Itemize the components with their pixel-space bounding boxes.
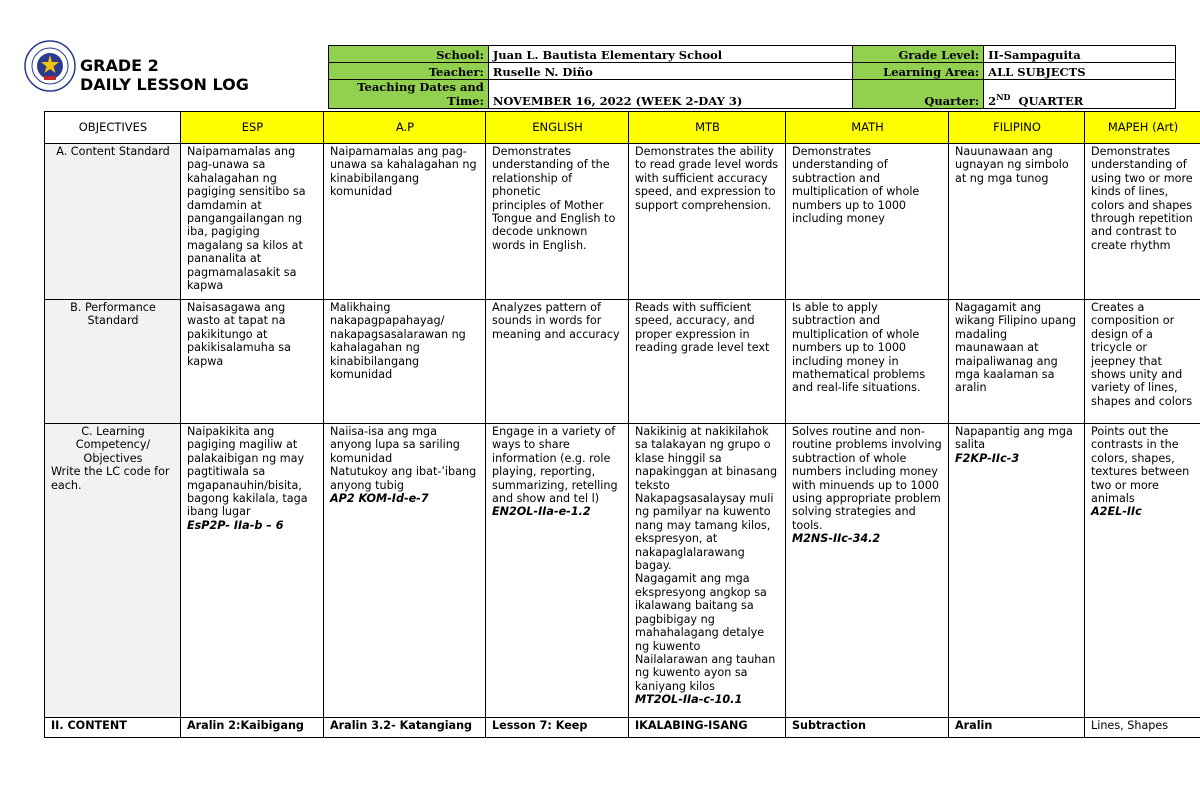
content-standard-label: A. Content Standard [45, 144, 181, 300]
performance-standard-math: Is able to apply subtraction and multiplication of whole numbers up to 1000 including money in mathematical problems and real-life situations. [786, 300, 949, 424]
header-info-table [328, 45, 1176, 109]
learning-competency-filipino [949, 424, 1085, 718]
content-standard-math: Demonstrates understanding of subtraction and multiplication of whole numbers up to 1000 including money [786, 144, 949, 300]
log-title: DAILY LESSON LOG [80, 75, 249, 94]
lc-esp-code: EsP2P- IIa-b – 6 [187, 518, 284, 532]
lc-english-text: Engage in a variety of ways to share information (e.g. role playing, reporting, summarizing, retelling and show and tel l) [492, 425, 618, 506]
grade-level-label: Grade Level: [853, 46, 984, 63]
learning-competency-mapeh [1085, 424, 1200, 718]
content-mtb: IKALABING-ISANG [629, 718, 786, 738]
content-english: Lesson 7: Keep [486, 718, 629, 738]
grade-level-value: II-Sampaguita [984, 46, 1176, 63]
col-header-esp: ESP [181, 112, 324, 144]
school-value: Juan L. Bautista Elementary School [488, 46, 852, 63]
learning-competency-esp [181, 424, 324, 718]
teacher-label: Teacher: [329, 63, 489, 80]
col-header-mapeh: MAPEH (Art) [1085, 112, 1200, 144]
lesson-log-table [44, 111, 1200, 738]
performance-standard-english: Analyzes pattern of sounds in words for meaning and accuracy [486, 300, 629, 424]
content-row [45, 718, 1200, 738]
content-label: II. CONTENT [45, 718, 181, 738]
lc-filipino-text: Napapantig ang mga salita [955, 425, 1073, 452]
lc-mapeh-code: A2EL-IIc [1091, 505, 1142, 519]
performance-standard-filipino: Nagagamit ang wikang Filipino upang madaling maunawaan at maipaliwanag ang mga kaalaman sa aralin [949, 300, 1085, 424]
learning-area-value: ALL SUBJECTS [984, 63, 1176, 80]
content-standard-filipino: Nauunawaan ang ugnayan ng simbolo at ng mga tunog [949, 144, 1085, 300]
performance-standard-mtb: Reads with sufficient speed, accuracy, and proper expression in reading grade level text [629, 300, 786, 424]
learning-competency-label: C. Learning Competency/ Objectives [75, 425, 151, 465]
content-filipino: Aralin [949, 718, 1085, 738]
col-header-mtb: MTB [629, 112, 786, 144]
quarter-suffix: ND [996, 92, 1011, 103]
col-header-ap: A.P [324, 112, 486, 144]
quarter-value [984, 80, 1176, 109]
lc-math-text: Solves routine and non-routine problems involving subtraction of whole numbers including money with minuends up to 1000 using appropriate problem solving strategies and tools. [792, 425, 942, 532]
lc-math-code: M2NS-IIc-34.2 [792, 532, 881, 546]
performance-standard-ap: Malikhaing nakapagpapahayag/ nakapagsasalarawan ng kahalagahan ng kinabibilangang komunidad [324, 300, 486, 424]
lc-mtb-text: Nakikinig at nakikilahok sa talakayan ng grupo o klase hinggil sa napakinggan at binasang teksto Nakapagsasalaysay muli ng pamilyar na kuwento nang may tamang kilos, ekspresyon, at nakapaglalarawang bagay. Nagagamit ang mga ekspresyong angkop sa ikalawang baitang sa pagbibigay ng mahahalagang detalye ng kuwento Nailalarawan ang tauhan ng kuwento ayon sa kaniyang kilos [635, 425, 778, 693]
performance-standard-row [45, 300, 1200, 424]
quarter-label: Quarter: [853, 80, 984, 109]
learning-area-label: Learning Area: [853, 63, 984, 80]
teacher-value: Ruselle N. Diño [488, 63, 852, 80]
dates-label-line2: Time: [447, 94, 484, 108]
learning-competency-note: Write the LC code for each. [51, 465, 170, 492]
lc-mapeh-text: Points out the contrasts in the colors, shapes, textures between two or more animals [1091, 425, 1190, 506]
col-header-english: ENGLISH [486, 112, 629, 144]
content-standard-mtb: Demonstrates the ability to read grade level words with sufficient accuracy speed, and expression to support comprehension. [629, 144, 786, 300]
performance-standard-label: B. Performance Standard [45, 300, 181, 424]
dates-label [329, 80, 489, 109]
learning-competency-row [45, 424, 1200, 718]
content-standard-mapeh: Demonstrates understanding of using two or more kinds of lines, colors and shapes through repetition and contrast to create rhythm [1085, 144, 1200, 300]
performance-standard-mapeh: Creates a composition or design of a tricycle or jeepney that shows unity and variety of lines, shapes and colors [1085, 300, 1200, 424]
lc-ap-code: AP2 KOM-Id-e-7 [330, 492, 429, 506]
content-standard-english: Demonstrates understanding of the relationship of phonetic principles of Mother Tongue and English to decode unknown words in English. [486, 144, 629, 300]
content-standard-esp: Naipamamalas ang pag-unawa sa kahalagahan ng pagiging sensitibo sa damdamin at pangangailangan ng iba, pagiging magalang sa kilos at pananalita at pagmamalasakit sa kapwa [181, 144, 324, 300]
performance-standard-esp: Naisasagawa ang wasto at tapat na pakikitungo at pakikisalamuha sa kapwa [181, 300, 324, 424]
grade-title: GRADE 2 [80, 56, 159, 75]
learning-competency-english [486, 424, 629, 718]
dates-label-line1: Teaching Dates and [357, 80, 484, 94]
learning-competency-ap [324, 424, 486, 718]
lc-filipino-code: F2KP-IIc-3 [955, 451, 1020, 465]
content-esp: Aralin 2:Kaibigang [181, 718, 324, 738]
lc-english-code: EN2OL-IIa-e-1.2 [492, 505, 591, 519]
school-label: School: [329, 46, 489, 63]
quarter-word: QUARTER [1018, 94, 1084, 108]
learning-competency-math [786, 424, 949, 718]
content-standard-row [45, 144, 1200, 300]
column-header-row [45, 112, 1200, 144]
title-block [80, 56, 249, 94]
deped-seal-logo [24, 40, 76, 92]
learning-competency-label-cell [45, 424, 181, 718]
col-header-objectives: OBJECTIVES [45, 112, 181, 144]
dates-value: NOVEMBER 16, 2022 (WEEK 2-DAY 3) [488, 80, 852, 109]
quarter-number: 2 [988, 94, 997, 108]
content-math: Subtraction [786, 718, 949, 738]
content-ap: Aralin 3.2- Katangiang [324, 718, 486, 738]
lc-esp-text: Naipakikita ang pagiging magiliw at palakaibigan ng may pagtitiwala sa mgapanauhin/bisita, bagong kakilala, taga ibang lugar [187, 425, 308, 519]
content-standard-ap: Naipamamalas ang pag-unawa sa kahalagahan ng kinabibilangang komunidad [324, 144, 486, 300]
col-header-filipino: FILIPINO [949, 112, 1085, 144]
lc-mtb-code: MT2OL-IIa-c-10.1 [635, 693, 743, 707]
content-mapeh: Lines, Shapes [1085, 718, 1200, 738]
learning-competency-mtb [629, 424, 786, 718]
lc-ap-text: Naiisa-isa ang mga anyong lupa sa sariling komunidad Natutukoy ang ibat-’ibang anyong tubig [330, 425, 477, 492]
col-header-math: MATH [786, 112, 949, 144]
